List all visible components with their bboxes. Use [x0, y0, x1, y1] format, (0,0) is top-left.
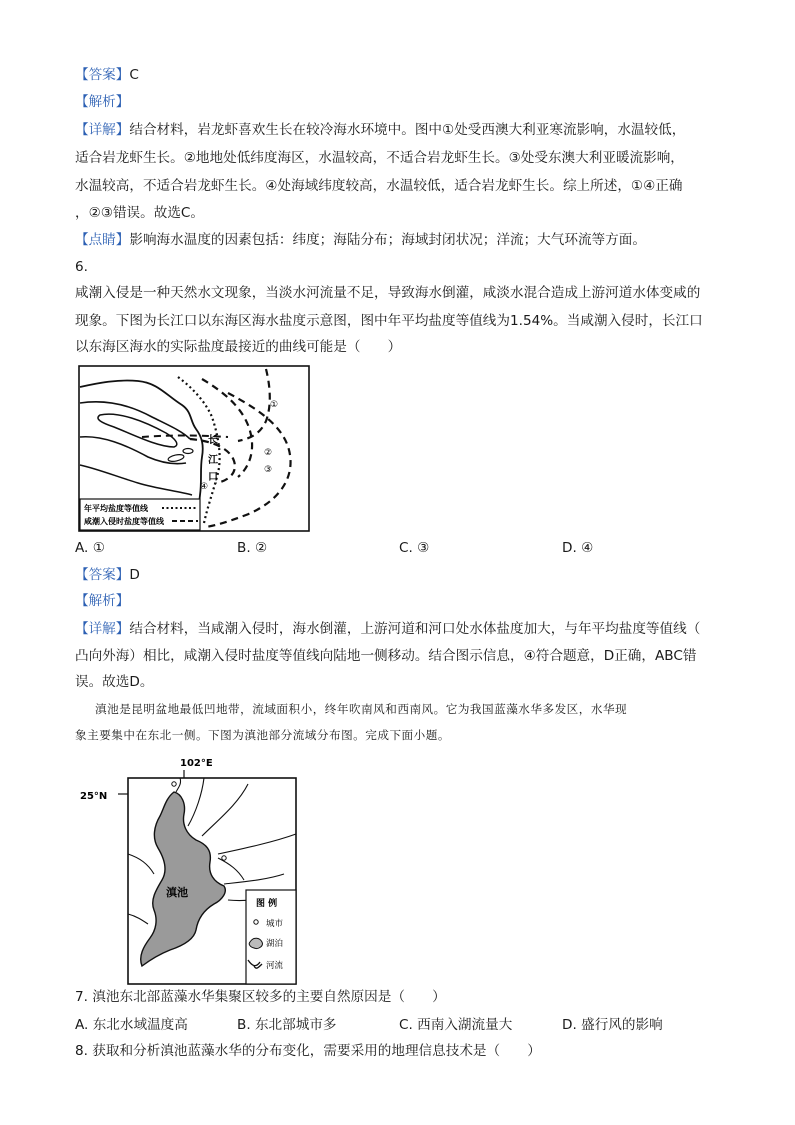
q6-detail-line-3: 误。故选D。 [75, 674, 154, 690]
legend-city-label: 城市 [266, 919, 284, 929]
legend-annual-label: 年平均盐度等值线 [84, 504, 148, 513]
detail-tag: 【详解】 [75, 621, 130, 637]
curve-label-3: ③ [264, 465, 273, 475]
q7-option-c: C. 西南入湖流量大 [399, 1017, 513, 1033]
dianchi-map [78, 754, 308, 986]
answer-tag: 【答案】 [75, 567, 130, 583]
estuary-label-3: 口 [208, 472, 218, 483]
q6-answer-line [75, 566, 140, 584]
latitude-label: 25°N [80, 791, 108, 802]
q6-option-d: D. ④ [562, 540, 594, 556]
point-text: 影响海水温度的因素包括：纬度；海陆分布；海域封闭状况；洋流；大气环流等方面。 [129, 232, 646, 248]
q7-option-a: A. 东北水域温度高 [75, 1017, 188, 1033]
q6-number: 6. [75, 259, 88, 275]
q7-option-d: D. 盛行风的影响 [562, 1017, 663, 1033]
q5-detail-line-4: ，②③错误。故选C。 [75, 205, 205, 221]
q6-detail-line-1 [75, 620, 700, 638]
legend-lake-label: 湖泊 [266, 939, 284, 949]
q6-detail-line-2: 凸向外海）相比，咸潮入侵时盐度等值线向陆地一侧移动。结合图示信息，④符合题意，D正确，ABC错 [75, 648, 697, 664]
q5-point-line [75, 231, 646, 249]
detail-text: 结合材料，岩龙虾喜欢生长在较冷海水环境中。图中①处受西澳大利亚寒流影响，水温较低， [129, 122, 686, 138]
curve-label-4: ④ [200, 482, 209, 492]
answer-tag: 【答案】 [75, 67, 130, 83]
estuary-label-2: 江 [208, 455, 218, 466]
longitude-label: 102°E [180, 758, 213, 769]
city-marker-2 [222, 856, 226, 860]
detail-tag: 【详解】 [75, 122, 130, 138]
salinity-map [78, 365, 310, 532]
q6-option-a: A. ① [75, 540, 105, 556]
q7-stem: 7. 滇池东北部蓝藻水华集聚区较多的主要自然原因是（ ） [75, 989, 446, 1005]
answer-value: C [129, 67, 139, 83]
q6-option-b: B. ② [237, 540, 268, 556]
legend-intrusion-label: 咸潮入侵时盐度等值线 [84, 517, 164, 526]
group-intro-line-2: 象主要集中在东北一侧。下图为滇池部分流域分布图。完成下面小题。 [75, 728, 450, 742]
q8-stem: 8. 获取和分析滇池蓝藻水华的分布变化，需要采用的地理信息技术是（ ） [75, 1043, 541, 1059]
point-tag: 【点睛】 [75, 232, 130, 248]
q5-detail-line-2: 适合岩龙虾生长。②地地处低纬度海区，水温较高，不适合岩龙虾生长。③处受东澳大利亚暖流影响， [75, 150, 684, 166]
answer-value: D [129, 567, 140, 583]
curve-label-2: ② [264, 448, 273, 458]
q5-detail-line-3: 水温较高，不适合岩龙虾生长。④处海域纬度较高，水温较低，适合岩龙虾生长。综上所述，①④正确 [75, 178, 683, 194]
legend-river-label: 河流 [266, 961, 284, 971]
legend-title: 图 例 [256, 899, 278, 909]
estuary-label-1: 长 [208, 435, 218, 446]
q6-stem-line-2: 现象。下图为长江口以东海区海水盐度示意图，图中年平均盐度等值线为1.54%。当咸潮入侵时，长江口 [75, 313, 703, 329]
q5-detail-line-1 [75, 121, 685, 139]
group-intro-line-1: 滇池是昆明盆地最低凹地带，流域面积小，终年吹南风和西南风。它为我国蓝藻水华多发区，水华现 [95, 702, 628, 716]
detail-text: 结合材料，当咸潮入侵时，海水倒灌，上游河道和河口处水体盐度加大，与年平均盐度等值线（ [129, 621, 701, 637]
q6-analysis-tag: 【解析】 [75, 593, 130, 609]
q6-stem-line-3: 以东海区海水的实际盐度最接近的曲线可能是（ ） [75, 339, 402, 355]
q6-stem-line-1: 咸潮入侵是一种天然水文现象，当淡水河流量不足，导致海水倒灌，咸淡水混合造成上游河道水体变咸的 [75, 285, 701, 301]
lake-label: 滇池 [166, 886, 188, 899]
q6-option-c: C. ③ [399, 540, 430, 556]
q5-answer-line [75, 66, 139, 84]
curve-label-1: ① [270, 400, 279, 410]
q7-option-b: B. 东北部城市多 [237, 1017, 337, 1033]
q5-analysis-tag: 【解析】 [75, 94, 130, 110]
city-marker-1 [172, 782, 176, 786]
